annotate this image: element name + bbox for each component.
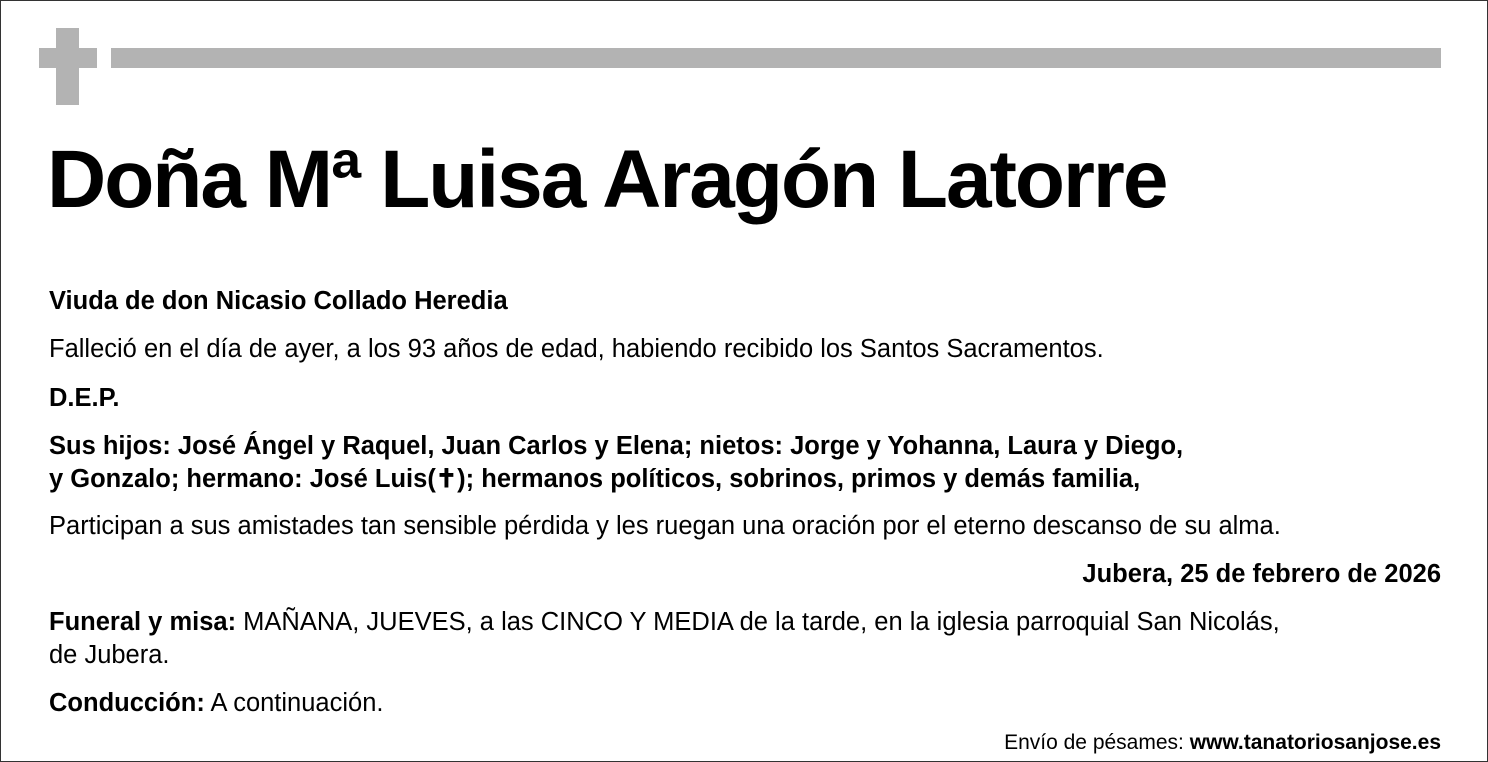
family-line-2: y Gonzalo; hermano: José Luis(✝); hermanos políticos, sobrinos, primos y demás familia, [49,465,1141,493]
deceased-name: Doña Mª Luisa Aragón Latorre [47,134,1167,225]
header-rule [111,48,1441,68]
conduction [49,687,383,719]
funeral-line-1 [49,606,1280,638]
funeral-line-2: de Jubera. [49,641,170,669]
death-notice: Falleció en el día de ayer, a los 93 años de edad, habiendo recibido los Santos Sacramentos. [49,335,1104,363]
conduction-label: Conducción: [49,689,205,717]
funeral-text: MAÑANA, JUEVES, a las CINCO Y MEDIA de la tarde, en la iglesia parroquial San Nicolás, [236,608,1280,636]
funeral-label: Funeral y misa: [49,608,237,636]
condolences [1004,727,1441,759]
place-date: Jubera, 25 de febrero de 2026 [1082,560,1441,588]
participation: Participan a sus amistades tan sensible pérdida y les ruegan una oración por el eterno descanso de su alma. [49,512,1281,540]
dep: D.E.P. [49,384,120,412]
cross-icon-arm [39,48,97,68]
family-line-1: Sus hijos: José Ángel y Raquel, Juan Carlos y Elena; nietos: Jorge y Yohanna, Laura y Diego, [49,432,1184,460]
condolences-label: Envío de pésames: [1004,731,1190,754]
conduction-text: A continuación. [204,689,384,717]
condolences-link[interactable]: www.tanatoriosanjose.es [1189,731,1441,754]
widow-of: Viuda de don Nicasio Collado Heredia [49,287,508,315]
